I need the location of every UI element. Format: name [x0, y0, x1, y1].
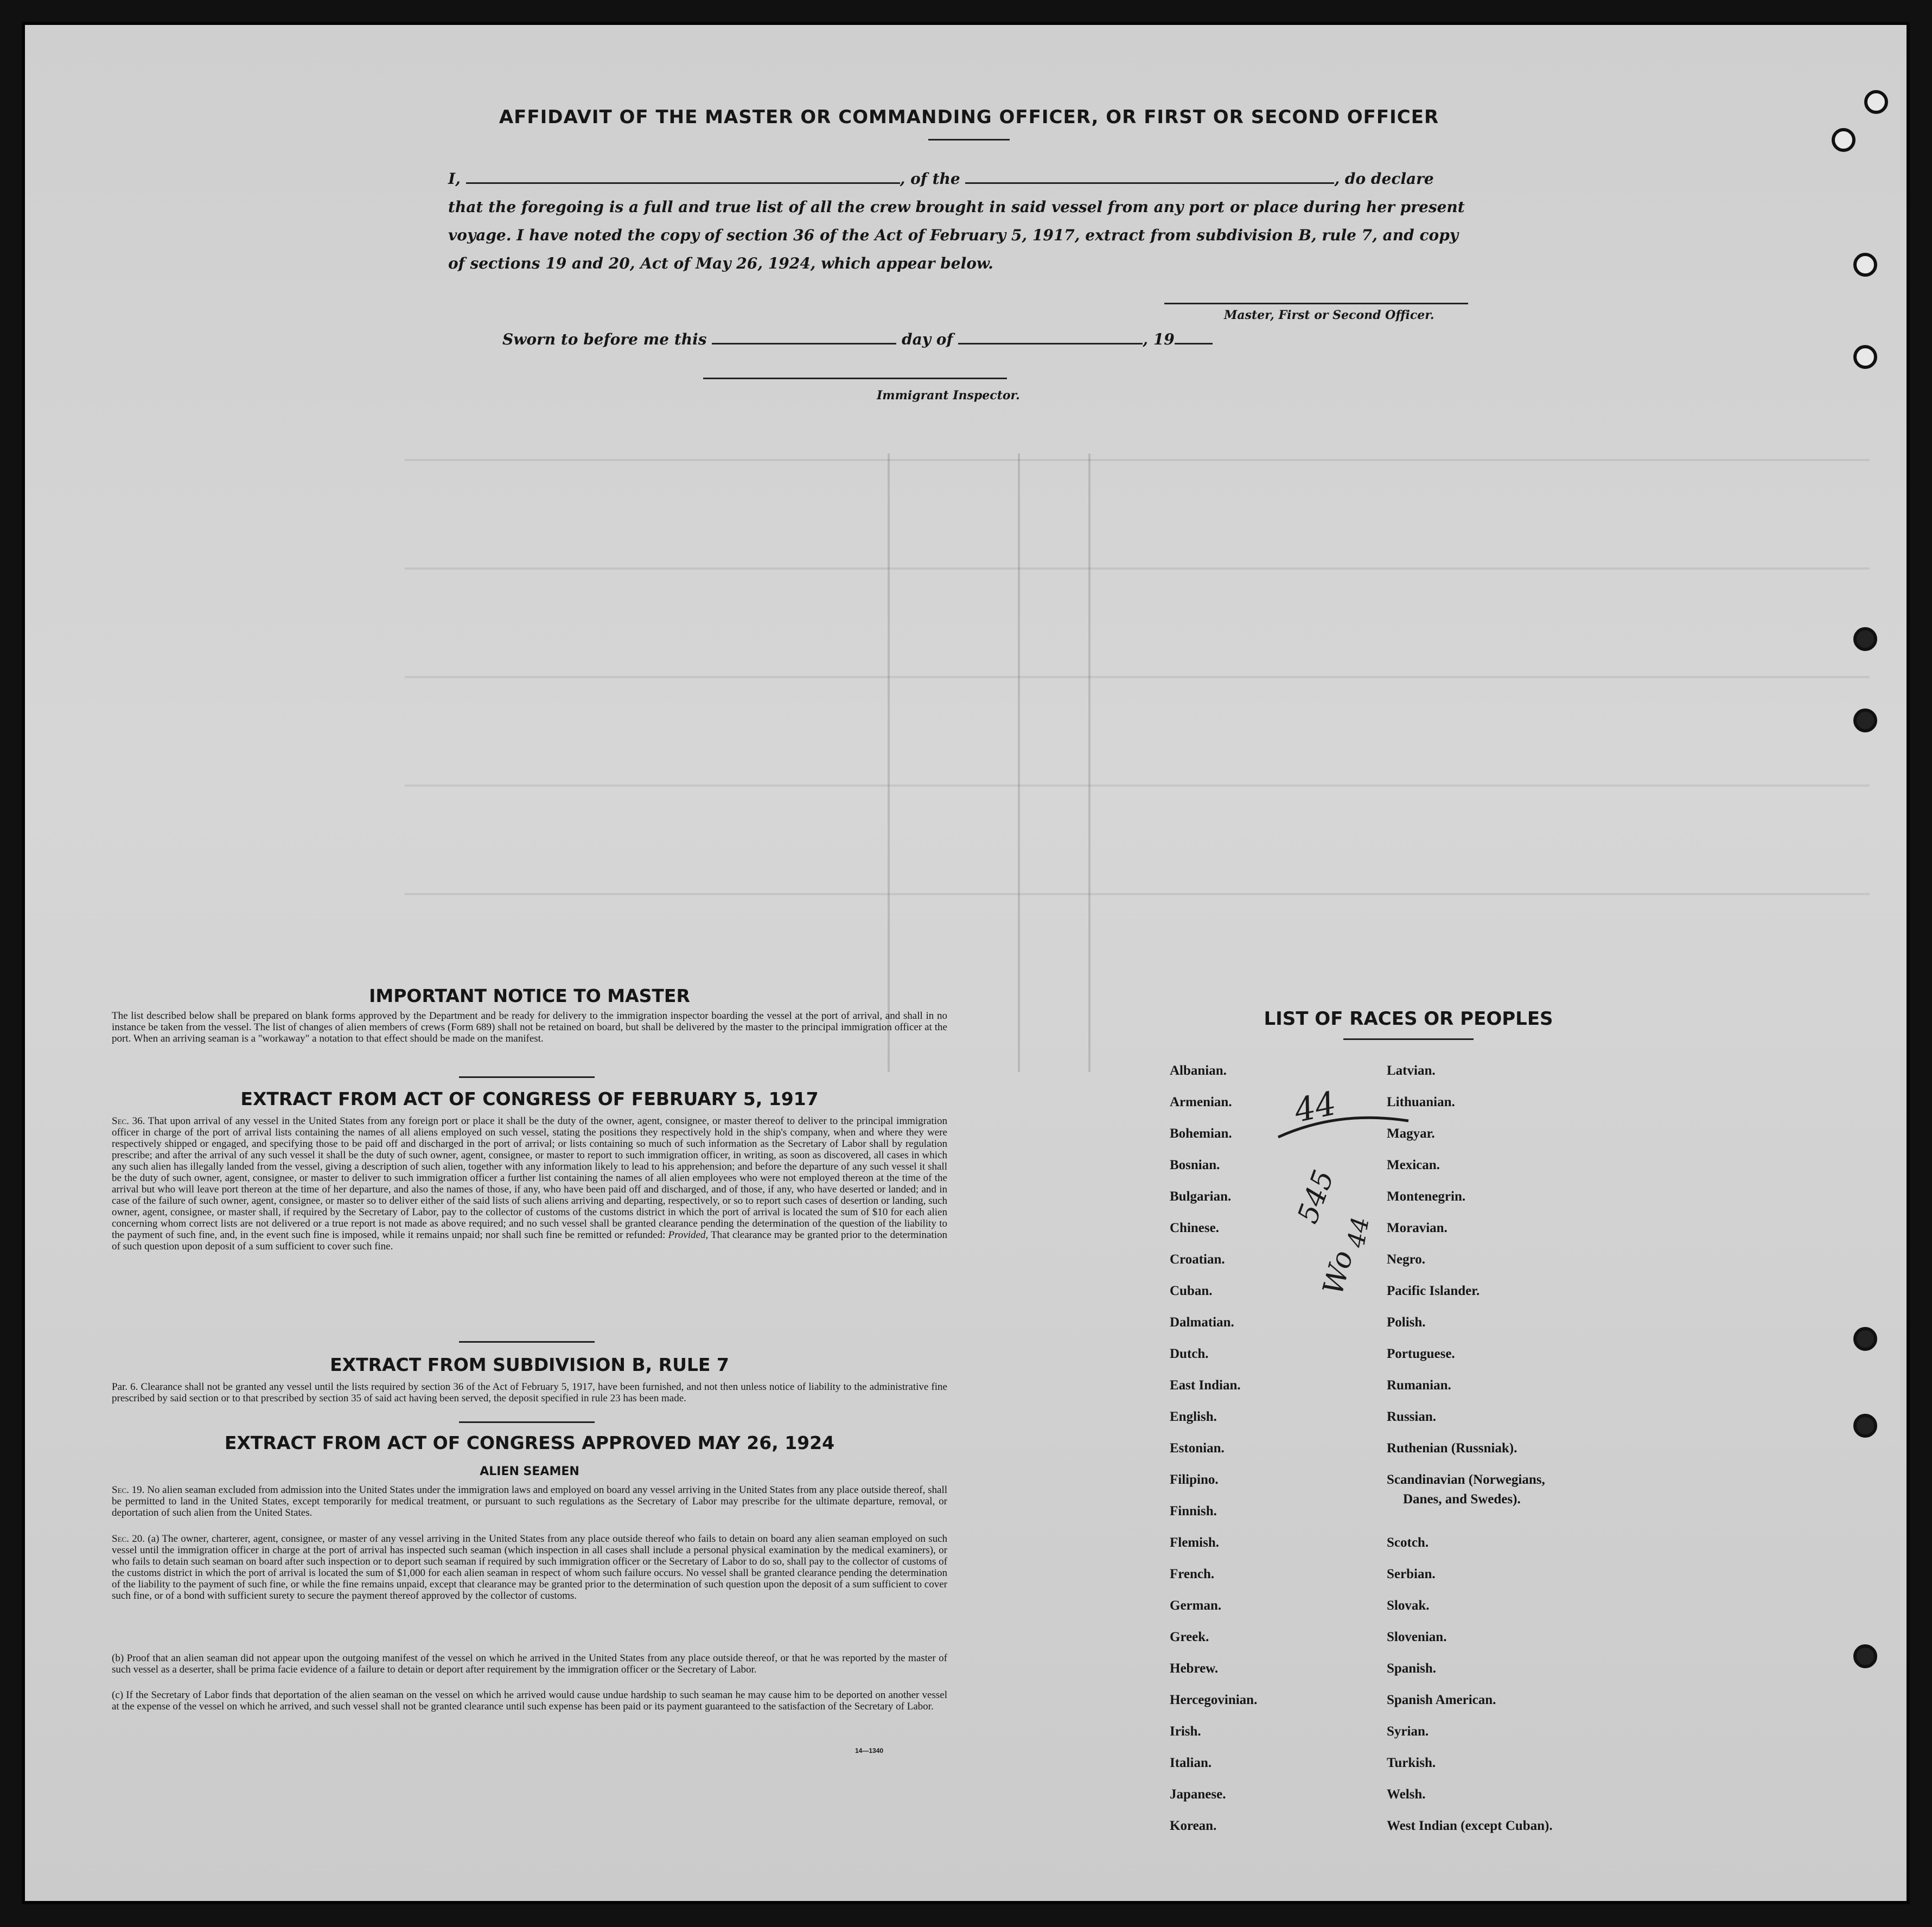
race-item: English. [1170, 1409, 1217, 1424]
handwritten-note: 44 [1342, 1215, 1375, 1250]
race-item: French. [1170, 1567, 1215, 1581]
race-item: Slovenian. [1387, 1630, 1447, 1644]
race-item: Spanish. [1387, 1661, 1437, 1676]
race-item: Chinese. [1170, 1221, 1219, 1235]
race-item: Polish. [1387, 1315, 1426, 1330]
race-item: Dalmatian. [1170, 1315, 1234, 1330]
race-item: Magyar. [1387, 1126, 1435, 1141]
race-item: Rumanian. [1387, 1378, 1451, 1393]
master-name-blank[interactable] [466, 170, 900, 184]
inspector-signature-label: Immigrant Inspector. [877, 388, 1020, 403]
punch-hole [1853, 345, 1877, 369]
punch-hole [1853, 627, 1877, 651]
race-item: Serbian. [1387, 1567, 1436, 1581]
race-item: Greek. [1170, 1630, 1209, 1644]
race-item: Albanian. [1170, 1063, 1227, 1078]
races-title: LIST OF RACES OR PEOPLES [1264, 1008, 1553, 1030]
bleed-through-line [405, 676, 1870, 678]
form-number: 14—1340 [855, 1747, 884, 1754]
race-item: German. [1170, 1598, 1222, 1613]
section-divider [459, 1421, 595, 1423]
notice-title: IMPORTANT NOTICE TO MASTER [369, 985, 690, 1006]
race-item: Dutch. [1170, 1347, 1209, 1361]
subdivision-b-title: EXTRACT FROM SUBDIVISION B, RULE 7 [330, 1354, 729, 1375]
extract-1917-body: Sec. 36. That upon arrival of any vessel in the United States from any foreign port or place it shall be the duty of the owner, agent, consignee, or master thereof to deliver to the principal immigration officer in charge of the port of arrival lists containing the names of all aliens employed on such vessel, stating the positions they respectively hold in the ship's company, when and where they were respectively shipped or engaged, and specifying those to be paid off and discharged in the port of arrival; or lists containing so much of such information as the Secretary of Labor shall by regulation prescribe; and after the arrival of any such vessel it shall be the duty of such owner, agent, consignee, or master to report to such immigration officer, in writing, as soon as discovered, all cases in which any such alien has illegally landed from the vessel, giving a description of such alien, together with any information likely to lead to his apprehension; and before the departure of any such vessel it shall be the duty of such owner, agent, consignee, or master to deliver to such immigration officer a further list containing the names of all alien employees who were not employed thereon at the time of the arrival but who will leave port thereon at the time of her departure, and also the names of those, if any, who have been paid off and discharged, and of those, if any, who have deserted or landed; and in case of the failure of such owner, agent, consignee, or master so to deliver either of the said lists of such aliens arriving and departing, respectively, or so to report such cases of desertion or landing, such owner, agent, consignee, or master shall, if required by the Secretary of Labor, pay to the collector of customs of the customs district in which the port of arrival is located the sum of $10 for each alien concerning whom correct lists are not delivered or a true report is not made as above required; and no such vessel shall be granted clearance pending the determination of the question of the liability to the payment of such fine, and, in the event such fine is imposed, while it remains unpaid; nor shall such fine be remitted or refunded: Provided, That clearance may be granted prior to the determination of such question upon deposit of a sum sufficient to cover such fine. [112, 1115, 947, 1252]
race-item: Spanish American. [1387, 1693, 1496, 1707]
notice-body: The list described below shall be prepared on blank forms approved by the Department and be ready for delivery to the immigration inspector boarding the vessel at the port of arrival, and shall in no instance be taken from the vessel. The list of changes of alien members of crews (Form 689) shall not be retained on board, but shall be delivered by the master to the principal immigration officer at the port. When an arriving seaman is a "workaway" a notation to that effect should be made on the manifest. [112, 1010, 947, 1044]
race-item: Japanese. [1170, 1787, 1226, 1802]
sworn-day-blank[interactable] [712, 331, 896, 344]
races-title-underline [1343, 1038, 1474, 1040]
punch-hole [1853, 253, 1877, 277]
race-item: Bulgarian. [1170, 1189, 1232, 1204]
handwritten-note: Wo [1317, 1247, 1360, 1298]
race-item: Croatian. [1170, 1252, 1225, 1267]
sworn-year-blank[interactable] [1175, 331, 1213, 344]
section-20b-body: (b) Proof that an alien seaman did not appear upon the outgoing manifest of the vessel on which he arrived in the United States from any place outside thereof, or that he was reported by the master of such vessel as a deserter, shall be prima facie evidence of a failure to detain or deport after requirement by the immigration officer or the Secretary of Labor. [112, 1652, 947, 1675]
handwritten-note: 44 [1291, 1084, 1340, 1131]
race-item: Flemish. [1170, 1535, 1219, 1550]
master-signature-label: Master, First or Second Officer. [1224, 308, 1434, 322]
race-item: Welsh. [1387, 1787, 1426, 1802]
section-20c-body: (c) If the Secretary of Labor finds that deportation of the alien seaman on the vessel on which he arrived would cause undue hardship to such seaman he may cause him to be deported on another vessel at the expense of the vessel on which he arrived, and such vessel shall not be granted clearance until such expense has been paid or its payment guaranteed to the satisfaction of the Secretary of Labor. [112, 1689, 947, 1712]
section-divider [459, 1076, 595, 1078]
bleed-through-column [1018, 454, 1020, 1072]
race-item: Russian. [1387, 1409, 1437, 1424]
race-item: Irish. [1170, 1724, 1201, 1739]
race-item: Mexican. [1387, 1158, 1440, 1172]
race-item: Negro. [1387, 1252, 1426, 1267]
extract-1924-title: EXTRACT FROM ACT OF CONGRESS APPROVED MAY 26, 1924 [224, 1432, 835, 1453]
bleed-through-column [888, 454, 890, 1072]
race-item: Korean. [1170, 1818, 1217, 1833]
race-item: Slovak. [1387, 1598, 1430, 1613]
race-item: Armenian. [1170, 1095, 1232, 1109]
race-item: Filipino. [1170, 1472, 1219, 1487]
race-item: Bosnian. [1170, 1158, 1220, 1172]
race-item: Hercegovinian. [1170, 1693, 1258, 1707]
punch-hole [1853, 1414, 1877, 1438]
master-signature-line[interactable] [1164, 303, 1468, 304]
race-item: Pacific Islander. [1387, 1284, 1480, 1298]
sworn-month-blank[interactable] [958, 331, 1143, 344]
punch-hole [1853, 1644, 1877, 1668]
sworn-line: Sworn to before me this day of , 19 [502, 327, 1587, 353]
document-page [22, 22, 1910, 1904]
race-item: Estonian. [1170, 1441, 1225, 1456]
race-item: West Indian (except Cuban). [1387, 1818, 1553, 1833]
race-item: Moravian. [1387, 1221, 1448, 1235]
handwritten-note: 545 [1291, 1166, 1341, 1228]
bleed-through-line [405, 567, 1870, 570]
declaration-line-3: voyage. I have noted the copy of section 36 of the Act of February 5, 1917, extract from subdivision B, rule 7, and copy [448, 226, 1459, 244]
race-item: Finnish. [1170, 1504, 1217, 1518]
race-item: Latvian. [1387, 1063, 1436, 1078]
section-20a-body: Sec. 20. (a) The owner, charterer, agent, consignee, or master of any vessel arriving in the United States from any place outside thereof who fails to detain on board any alien seaman employed on such vessel until the immigration officer in charge at the port of arrival has inspected such seaman (which inspection in all cases shall include a personal physical examination by the medical examiners), or who fails to detain such seaman on board after such inspection or to deport such seaman if required by such immigration officer or the Secretary of Labor to do so, shall pay to the collector of customs of the customs district in which the port of arrival is located the sum of $1,000 for each alien seaman in respect of whom such failure occurs. No vessel shall be granted clearance pending the determination of the liability to the payment of such fine, or while the fine remains unpaid, except that clearance may be granted prior to the determination of such question upon the deposit of a sum sufficient to cover such fine, or of a bond with sufficient surety to secure the payment thereof approved by the collector of customs. [112, 1533, 948, 1601]
declaration-line-2: that the foregoing is a full and true list of all the crew brought in said vessel from any port or place during her present [448, 198, 1465, 216]
title-underline [928, 139, 1010, 141]
race-item: Scotch. [1387, 1535, 1429, 1550]
race-item: Portuguese. [1387, 1347, 1455, 1361]
extract-1917-title: EXTRACT FROM ACT OF CONGRESS OF FEBRUARY 5, 1917 [240, 1088, 819, 1109]
race-item: Lithuanian. [1387, 1095, 1455, 1109]
race-item: Italian. [1170, 1756, 1212, 1770]
bleed-through-line [405, 459, 1870, 461]
race-item: Montenegrin. [1387, 1189, 1466, 1204]
declaration-line-4: of sections 19 and 20, Act of May 26, 1924, which appear below. [448, 254, 993, 272]
race-item: Ruthenian (Russniak). [1387, 1441, 1517, 1456]
section-19-body: Sec. 19. No alien seaman excluded from admission into the United States under the immigration laws and employed on board any vessel arriving in the United States from any place outside thereof, shall be permitted to land in the United States, except temporarily for medical treatment, or pursuant to such regulations as the Secretary of Labor may prescribe for the ultimate departure, removal, or deportation of such alien from the United States. [112, 1484, 948, 1518]
subdivision-b-body: Par. 6. Clearance shall not be granted any vessel until the lists required by section 36 of the Act of February 5, 1917, have been furnished, and not then unless notice of liability to the administrative fine prescribed by said section or to that prescribed by section 35 of said act having been served, the deposit specified in rule 23 has been made. [112, 1381, 947, 1404]
race-item: Bohemian. [1170, 1126, 1232, 1141]
section-divider [459, 1341, 595, 1343]
race-item: Turkish. [1387, 1756, 1436, 1770]
race-item: East Indian. [1170, 1378, 1241, 1393]
vessel-name-blank[interactable] [965, 170, 1334, 184]
punch-hole [1853, 709, 1877, 732]
bleed-through-column [1088, 454, 1091, 1072]
punch-hole [1832, 128, 1856, 152]
race-item: Syrian. [1387, 1724, 1429, 1739]
race-item: Cuban. [1170, 1284, 1213, 1298]
inspector-signature-line[interactable] [703, 378, 1007, 379]
race-item-continuation: Danes, and Swedes). [1403, 1492, 1521, 1507]
bleed-through-line [405, 784, 1870, 787]
alien-seamen-subtitle: ALIEN SEAMEN [480, 1465, 579, 1478]
punch-hole [1853, 1327, 1877, 1351]
race-item: Scandinavian (Norwegians, [1387, 1472, 1545, 1487]
bleed-through-line [405, 893, 1870, 895]
affidavit-title: AFFIDAVIT OF THE MASTER OR COMMANDING OFFICER, OR FIRST OR SECOND OFFICER [499, 106, 1439, 128]
declaration-line-1: I, , of the , do declare [448, 170, 1434, 188]
race-item: Hebrew. [1170, 1661, 1219, 1676]
